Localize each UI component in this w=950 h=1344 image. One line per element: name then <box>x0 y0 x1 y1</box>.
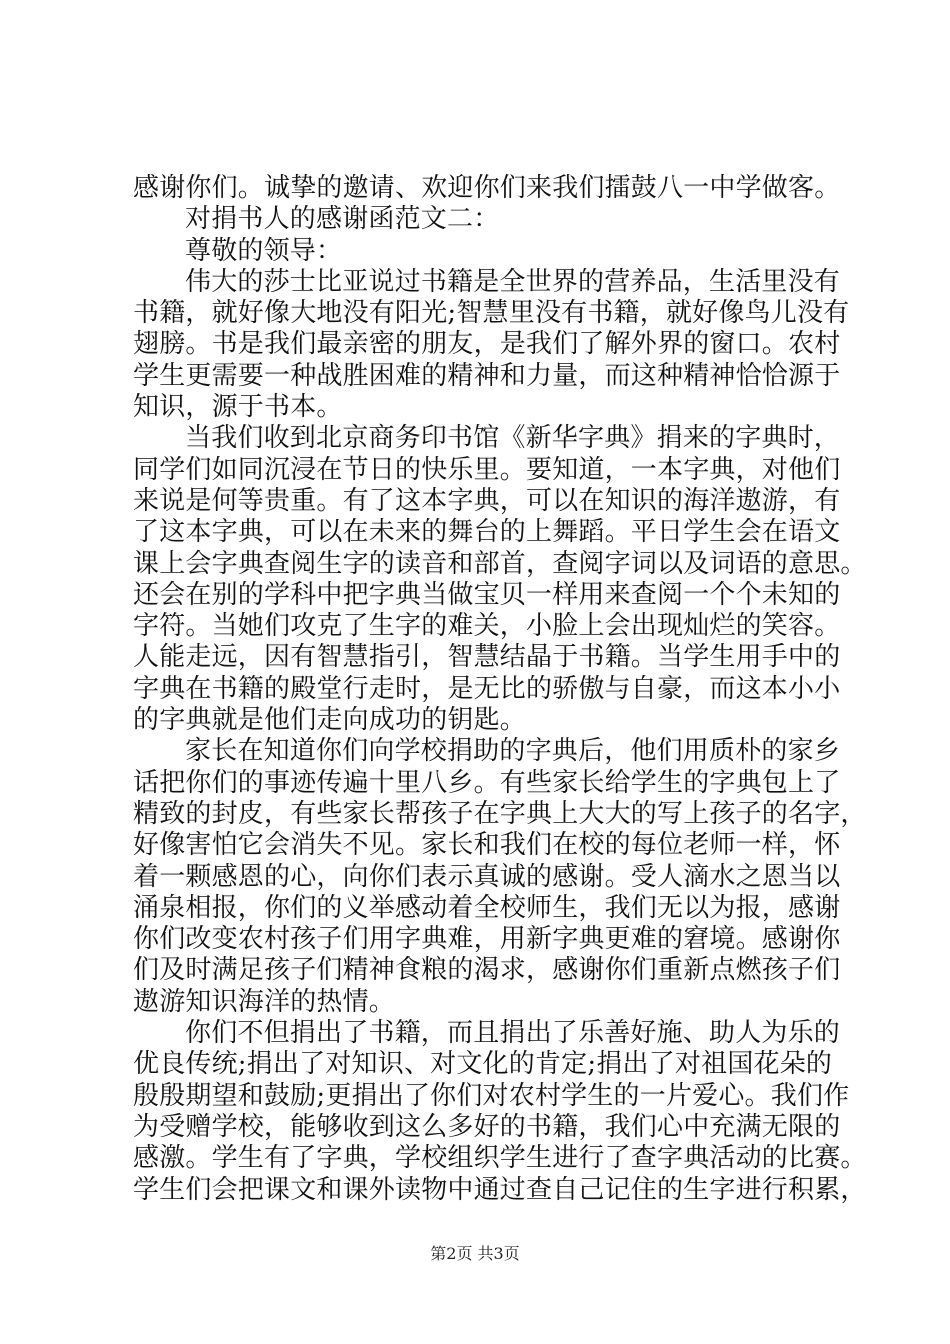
text-line: 为受赠学校，能够收到这么多好的书籍，我们心中充满无限的 <box>133 1111 841 1142</box>
text-line: 感激。学生有了字典，学校组织学生进行了查字典活动的比赛。 <box>133 1143 867 1174</box>
text-line: 你们改变农村孩子们用字典难，用新字典更难的窘境。感谢你 <box>133 924 841 955</box>
page-footer: 第2页 共3页 <box>430 1244 520 1263</box>
text-line: 好像害怕它会消失不见。家长和我们在校的每位老师一样，怀 <box>133 830 841 861</box>
document-body <box>133 173 867 1206</box>
text-line: 话把你们的事迹传遍十里八乡。有些家长给学生的字典包上了 <box>133 767 841 798</box>
text-line: 课上会字典查阅生字的读音和部首，查阅字词以及词语的意思。 <box>133 548 867 579</box>
text-line: 当我们收到北京商务印书馆《新华字典》捐来的字典时， <box>185 423 841 454</box>
text-line: 精致的封皮，有些家长帮孩子在字典上大大的写上孩子的名字， <box>133 798 867 829</box>
text-line: 遨游知识海洋的热情。 <box>133 986 396 1017</box>
text-line: 字典在书籍的殿堂行走时，是无比的骄傲与自豪，而这本小小 <box>133 673 841 704</box>
text-line: 翅膀。书是我们最亲密的朋友，是我们了解外界的窗口。农村 <box>133 329 841 360</box>
text-line: 学生更需要一种战胜困难的精神和力量，而这种精神恰恰源于 <box>133 360 841 391</box>
text-line: 殷殷期望和鼓励;更捐出了你们对农村学生的一片爱心。我们作 <box>133 1080 850 1111</box>
text-line: 人能走远，因有智慧指引，智慧结晶于书籍。当学生用手中的 <box>133 642 841 673</box>
text-line: 对捐书人的感谢函范文二： <box>185 204 500 235</box>
text-line: 你们不但捐出了书籍，而且捐出了乐善好施、助人为乐的 <box>185 1018 841 1049</box>
text-line: 知识，源于书本。 <box>133 392 343 423</box>
text-line: 来说是何等贵重。有了这本字典，可以在知识的海洋遨游，有 <box>133 485 841 516</box>
text-line: 了这本字典，可以在未来的舞台的上舞蹈。平日学生会在语文 <box>133 517 841 548</box>
text-line: 伟大的莎士比亚说过书籍是全世界的营养品，生活里没有 <box>185 266 841 297</box>
text-line: 还会在别的学科中把字典当做宝贝一样用来查阅一个个未知的 <box>133 579 841 610</box>
text-line: 书籍，就好像大地没有阳光;智慧里没有书籍，就好像鸟儿没有 <box>133 298 850 329</box>
text-line: 家长在知道你们向学校捐助的字典后，他们用质朴的家乡 <box>185 736 841 767</box>
text-line: 们及时满足孩子们精神食粮的渴求，感谢你们重新点燃孩子们 <box>133 955 841 986</box>
text-line: 着一颗感恩的心，向你们表示真诚的感谢。受人滴水之恩当以 <box>133 861 841 892</box>
text-line: 涌泉相报，你们的义举感动着全校师生，我们无以为报，感谢 <box>133 892 841 923</box>
text-line: 优良传统;捐出了对知识、对文化的肯定;捐出了对祖国花朵的 <box>133 1049 833 1080</box>
text-line: 尊敬的领导： <box>185 235 343 266</box>
text-line: 感谢你们。诚挚的邀请、欢迎你们来我们擂鼓八一中学做客。 <box>133 173 841 203</box>
text-line: 的字典就是他们走向成功的钥匙。 <box>133 705 527 736</box>
text-line: 字符。当她们攻克了生字的难关，小脸上会出现灿烂的笑容。 <box>133 611 841 642</box>
text-line: 同学们如同沉浸在节日的快乐里。要知道，一本字典，对他们 <box>133 454 841 485</box>
text-line: 学生们会把课文和课外读物中通过查自己记住的生字进行积累， <box>133 1174 867 1205</box>
